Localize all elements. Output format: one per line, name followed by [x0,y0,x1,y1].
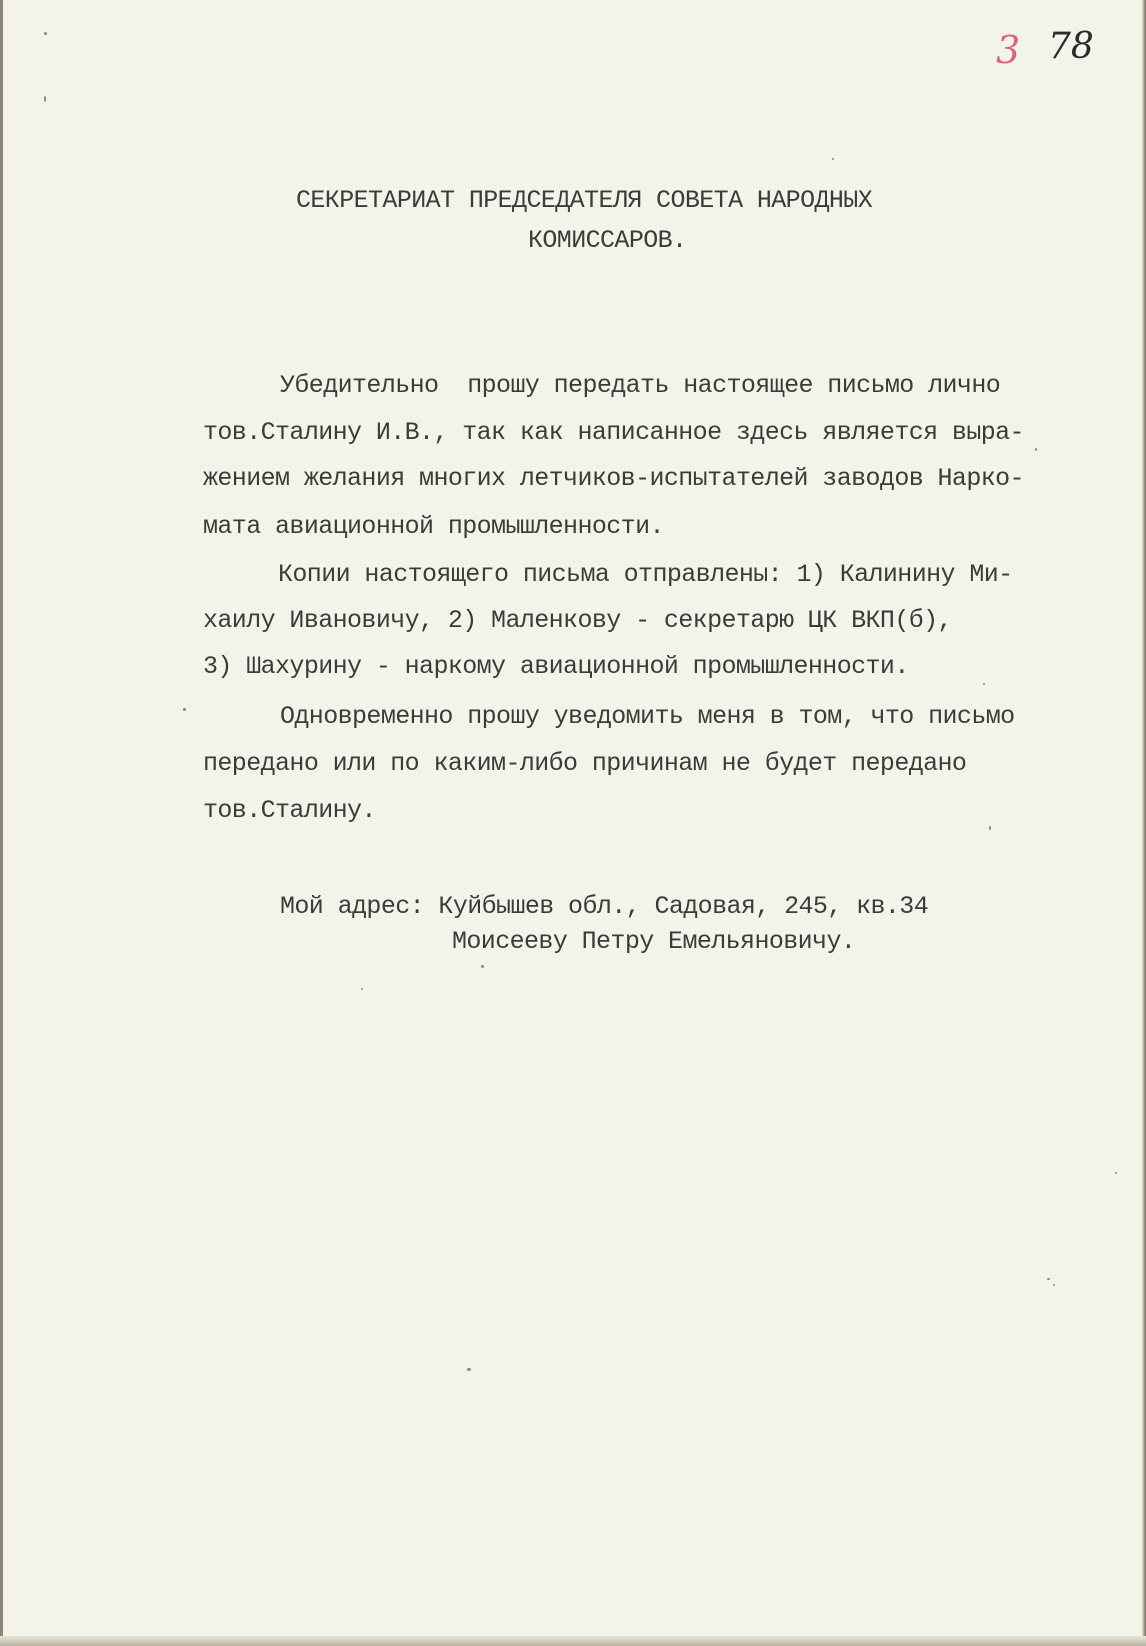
paragraph-2-line-1: Копии настоящего письма отправлены: 1) Калинину Ми- [278,560,1013,589]
paper-speck [44,96,46,102]
paper-speck [44,32,47,35]
address-line-1: Мой адрес: Куйбышев обл., Садовая, 245, кв.34 [280,892,929,921]
address-line-2: Моисееву Петру Емельяновичу. [452,927,856,956]
folio-red-mark: 3 [996,28,1021,72]
paragraph-2-line-2: хаилу Ивановичу, 2) Маленкову - секретарю ЦК ВКП(б), [203,606,952,635]
folio-number [990,28,1110,78]
paragraph-3-line-3: тов.Сталину. [203,796,376,825]
heading-line-1: СЕКРЕТАРИАТ ПРЕДСЕДАТЕЛЯ СОВЕТА НАРОДНЫХ [296,186,873,215]
paper-speck [467,1368,471,1371]
paragraph-1-line-4: мата авиационной промышленности. [203,512,664,541]
paper-speck [361,988,363,990]
folio-page-number: 78 [1048,26,1094,67]
paragraph-1-line-2: тов.Сталину И.В., так как написанное здесь является выра- [203,418,1024,447]
paper-speck [1047,1278,1050,1280]
paper-speck [481,965,484,968]
paragraph-1-line-3: жением желания многих летчиков-испытателей заводов Нарко- [203,464,1024,493]
page-bottom-edge [0,1636,1146,1646]
paper-speck [832,158,834,160]
paragraph-2-line-3: 3) Шахурину - наркому авиационной промышленности. [203,652,909,681]
paper-speck [1115,1172,1117,1174]
paper-speck [183,708,186,711]
paragraph-3-line-2: передано или по каким-либо причинам не будет передано [203,749,967,778]
page-right-edge [1142,0,1146,1646]
paper-speck [983,683,985,685]
paper-speck [1035,448,1037,451]
paragraph-3-line-1: Одновременно прошу уведомить меня в том, что письмо [280,702,1015,731]
paper-speck [989,826,991,830]
paper-speck [1053,1284,1055,1286]
paragraph-1-line-1: Убедительно прошу передать настоящее письмо лично [280,371,1001,400]
page-left-edge [0,0,3,1646]
heading-line-2: КОМИССАРОВ. [528,226,687,255]
